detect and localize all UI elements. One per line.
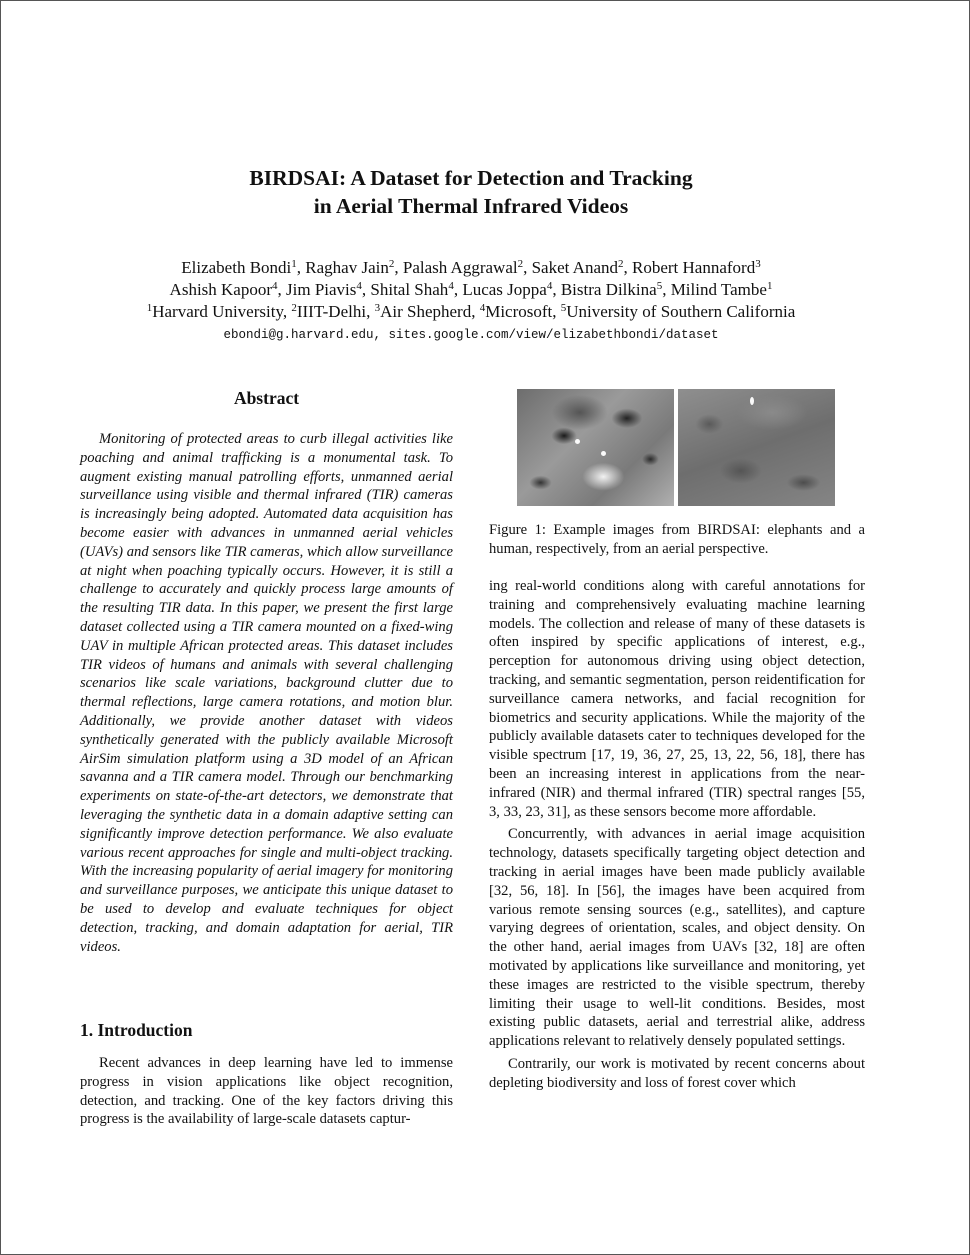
abstract-body: Monitoring of protected areas to curb illegal activities like poaching and animal trafficking is a monumental task. To augment existing manual patrolling efforts, unmanned aerial surveillance using visible and thermal infrared (TIR) cameras is increasingly being adopted. Automated data acquisition has become easier with advances in unmanned aerial vehicles (UAVs) and sensors like TIR cameras, which allow surveillance at night when poaching typically occurs. However, it is still a challenge to accurately and quickly process large amounts of the resulting TIR data. In this paper, we present the first large dataset collected using a TIR camera mounted on a fixed-wing UAV in multiple African protected areas. This dataset includes TIR videos of humans and animals with several challenging scenarios like scale variations, background clutter due to thermal reflections, large camera rotations, and motion blur. Additionally, we provide another dataset with videos synthetically generated with the publicly available Microsoft AirSim simulation platform using a 3D model of an African savanna and a TIR camera model. Through our benchmarking experiments on state-of-the-art detectors, we demonstrate that leveraging the synthetic data in a domain adaptive setting can significantly improve detection performance. We also evaluate various recent approaches for single and multi-object tracking. With the increasing popularity of aerial imagery for monitoring and surveillance purposes, we anticipate this unique dataset to be used to develop and evaluate techniques for object detection, tracking, and domain adaptation for aerial, TIR videos.	[80, 431, 453, 955]
author-name: Lucas Joppa	[462, 280, 547, 299]
affiliation-number: 4	[479, 302, 486, 314]
right-paragraph-continued: ing real-world conditions along with careful annotations for training and comprehensively evaluating machine learning models. The collection and release of many of these datasets is often inspired by specific applications of interest, e.g., perception for autonomous driving using object detection, tracking, and semantic segmentation, person reidentification for surveillance camera networks, and facial recognition for biometrics and security applications. While the majority of the publicly available datasets cater to techniques developed for the visible spectrum [17, 19, 36, 27, 25, 13, 22, 56, 18], there has been an increasing interest in applications from the near-infrared (NIR) and thermal infrared (TIR) spectral ranges [55, 3, 33, 23, 31], as these sensors become more affordable.	[489, 578, 865, 820]
author-name: Elizabeth Bondi	[181, 258, 292, 277]
author-line-1: Elizabeth Bondi$^1$, Raghav Jain$^2$, Palash Aggrawal$^2$, Saket Anand$^2$, Robert Hannaford$^3$	[181, 258, 761, 277]
figure-image-elephants	[517, 389, 674, 506]
title-line-2: in Aerial Thermal Infrared Videos	[313, 194, 629, 218]
affiliation-marker: 2	[517, 258, 524, 270]
author-name: Raghav Jain	[305, 258, 389, 277]
author-name: Saket Anand	[531, 258, 618, 277]
author-name: Bistra Dilkina	[560, 280, 657, 299]
author-name: Milind Tambe	[670, 280, 767, 299]
author-name: Robert Hannaford	[632, 258, 756, 277]
figure-caption: Figure 1: Example images from BIRDSAI: elephants and a human, respectively, from an aerial perspective.	[489, 522, 865, 557]
introduction-heading: 1. Introduction	[80, 1020, 193, 1040]
right-paragraph-3: Contrarily, our work is motivated by recent concerns about depleting biodiversity and loss of forest cover which	[489, 1055, 865, 1091]
affiliation-marker: 1	[766, 280, 773, 292]
affiliation-name: University of Southern California	[566, 302, 796, 321]
figure-image-human	[678, 389, 835, 506]
contact-line: ebondi@g.harvard.edu, sites.google.com/view/elizabethbondi/dataset	[223, 328, 719, 342]
affiliation-number: 1	[146, 302, 153, 314]
affiliation-marker: 2	[388, 258, 395, 270]
affiliation-marker: 4	[546, 280, 553, 292]
abstract-heading: Abstract	[233, 388, 300, 408]
affiliation-number: 5	[560, 302, 567, 314]
author-block	[0, 257, 942, 323]
affiliation-marker: 4	[272, 280, 278, 292]
affiliation-number: 3	[374, 302, 381, 314]
affiliation-number: 2	[291, 302, 297, 314]
author-name: Ashish Kapoor	[169, 280, 273, 299]
right-column-text	[489, 577, 865, 1097]
affiliation-marker: 2	[618, 258, 624, 270]
human-hotspot	[750, 397, 754, 405]
affiliation-name: Microsoft	[485, 302, 553, 321]
elephant-hotspot	[575, 439, 580, 444]
affiliation-marker: 5	[656, 280, 663, 292]
elephant-hotspot	[601, 451, 606, 456]
affiliation-name: Air Shepherd	[380, 302, 472, 321]
title-line-1: BIRDSAI: A Dataset for Detection and Tracking	[249, 166, 693, 190]
author-line-2: Ashish Kapoor$^4$, Jim Piavis$^4$, Shital Shah$^4$, Lucas Joppa$^4$, Bistra Dilkina$^5$, Milind Tambe$^1$	[169, 280, 773, 299]
right-paragraph-2: Concurrently, with advances in aerial image acquisition technology, datasets specifically targeting object detection and tracking in aerial images have been made publicly available [32, 56, 18]. In [56], the images have been acquired from various remote sensing sources (e.g., satellites), and capture varying degrees of orientation, scales, and object density. On the other hand, aerial images from UAVs [32, 18] are often motivated by applications like surveillance and monitoring, yet these images are restricted to the visible spectrum, thereby limiting their usage to well-lit conditions. Besides, most existing public datasets, aerial and terrestrial alike, address applications relevant to relatively densely populated settings.	[489, 826, 865, 1050]
affiliation-marker: 4	[448, 280, 454, 292]
author-name: Palash Aggrawal	[402, 258, 518, 277]
paper-title	[0, 164, 942, 220]
author-name: Shital Shah	[370, 280, 449, 299]
introduction-paragraph: Recent advances in deep learning have led to immense progress in vision applications like object recognition, detection, and tracking. One of the key factors driving this progress is the availability of large-scale datasets captur-	[80, 1055, 453, 1128]
affiliation-line: $^1$Harvard University, $^2$IIIT-Delhi, $^3$Air Shepherd, $^4$Microsoft, $^5$University of Southern California	[146, 302, 796, 321]
author-name: Jim Piavis	[286, 280, 357, 299]
affiliation-marker: 4	[356, 280, 362, 292]
affiliation-name: IIIT-Delhi	[296, 302, 367, 321]
affiliation-marker: 3	[755, 258, 761, 270]
affiliation-name: Harvard University	[152, 302, 283, 321]
affiliation-marker: 1	[291, 258, 297, 270]
